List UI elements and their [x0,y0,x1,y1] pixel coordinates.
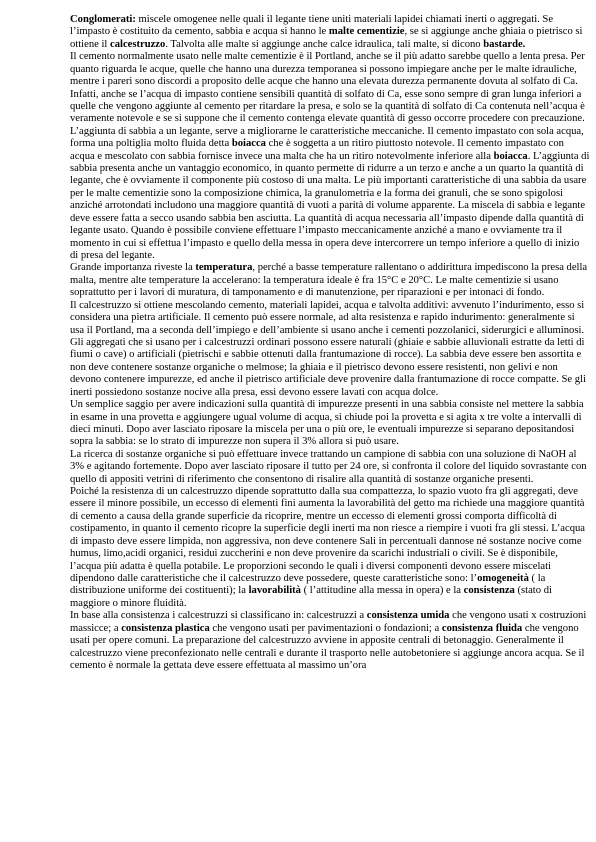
text-run: Grande importanza riveste la [70,262,196,274]
paragraph-8 [70,486,590,610]
term-omogeneita: omogeneità [477,572,529,584]
text-run: (stato di maggiore o minore fluidità. [70,585,552,609]
text-run: Poiché la resistenza di un calcestruzzo dipende soprattutto dalla sua compattezza, lo spazio vuoto fra gli aggregati, deve essere il minore possibile, un eccesso di elementi fini aumenta la lavorabilità del getto ma richiede una maggiore quantità di cemento a causa della grande superficie da ricoprire, mentre un eccesso di elementi grossi comporta difficoltà di costipamento, in quanto il cemento ricopre la superficie degli inerti ma non riesce a riempire i vuoti fra gli stessi. L’acqua di impasto deve essere limpida, non aggressiva, non deve contenere Sali in percentuali dannose né sostanze nocive come humus, limo,acidi organici, residui zuccherini e non deve provenire da scarichi industriali o civili. Se è disponibile, l’acqua più adatta è quella potabile. Le proporzioni secondo le quali i diversi componenti devono essere miscelati dipendono dalle caratteristiche che il calcestruzzo deve possedere, queste caratteristiche sono: l’ [70,486,586,584]
text-run: L’aggiunta di sabbia a un legante, serve a migliorarne le caratteristiche meccaniche. Il cemento impastato con sola acqua, forma una poltiglia molto fluida detta [70,125,584,150]
text-run: Il calcestruzzo si ottiene mescolando cemento, materiali lapidei, acqua e talvolta additivi: avvenuto l’indurimento, esso si considera una pietra artificiale. Il cemento può essere normale, ad alta resistenza e rapido indurimento: generalmente si usa il Portland, ma a seconda dell’impiego e dell’ambiente si usano anche i cementi pozzolanici, siderurgici e alluminosi. Gli aggregati che si usano per i calcestruzzi ordinari possono essere naturali (ghiaie e sabbie alluvionali estratte da letti di fiumi o cave) o artificiali (pietrischi e sabbie ottenuti dalla frantumazione di rocce). La sabbia deve essere ben assortita e non deve contenere sostanze organiche o melmose; la ghiaia e il pietrisco devono essere resistenti, non gelivi e non devono contenere impurezze, ed anche il pietrisco artificiale deve provenire dalla frantumazione di rocce compatte. Se gli inerti possiedono sostanze nocive alla presa, essi devono essere lavati con acqua dolce. [70,299,586,398]
paragraph-7 [70,449,590,486]
term-consistenza-umida: consistenza umida [366,610,450,622]
text-run: , perché a basse temperature rallentano o addirittura impediscono la presa della malta, mentre alte temperature la accelerano: la temperatura ideale è fra 15°C e 20°C. Le malte cementizie si usano soprattutto per i lavori di muratura, di tamponamento e di manutenzione, per riparazioni e per intonaci di fondo. [70,262,588,299]
text-run: La ricerca di sostanze organiche si può effettuare invece trattando un campione di sabbia con una soluzione di NaOH al 3% e agitando fortemente. Dopo aver lasciato riposare il tutto per 24 ore, si confronta il colore del liquido sovrastante con quello di appositi vetrini di riferimento che consentono di risalire alla quantità di sostanze organiche presenti. [70,448,587,485]
text-run: In base alla consistenza i calcestruzzi si classificano in: calcestruzzi a [70,610,367,622]
term-malte-cementizie: malte cementizie [328,26,405,38]
term-consistenza: consistenza [463,585,515,597]
paragraph-3 [70,126,590,263]
text-run: che è soggetta a un ritiro piuttosto notevole. Il cemento impastato con acqua e mescolato con sabbia fornisce invece una malta che ha un ritiro notevolmente inferiore alla [70,138,564,162]
term-bastarde: bastarde. [483,38,526,50]
text-run: ( l’attitudine alla messa in opera) e la [300,585,464,597]
text-run: che vengono usati per pavimentazioni o fondazioni; a [209,622,442,634]
term-conglomerati: Conglomerati: [70,14,136,25]
text-run: miscele omogenee nelle quali il legante tiene uniti materiali lapidei chiamati inerti o aggregati. Se l’impasto è costituito da cemento, sabbia e acqua si hanno le [70,14,554,38]
paragraph-5 [70,300,590,399]
text-run: ( la distribuzione uniforme dei costituenti); la [70,572,546,597]
paragraph-4 [70,262,590,299]
paragraph-9 [70,610,590,672]
text-run: , se si aggiunge anche ghiaia o pietrisco si ottiene il [70,26,583,50]
term-boiacca: boiacca [231,138,266,150]
text-run: Un semplice saggio per avere indicazioni sulla quantità di impurezze presenti in una sabbia consiste nel mettere la sabbia in esame in una provetta e aggiungere ugual volume di acqua, si chiude poi la provetta e si agita x tre volte a intervalli di dieci minuti. Dopo aver lasciato riposare la miscela per una o più ore, le eventuali impurezze si separano depositandosi sopra la sabbia: se lo strato di impurezze non supera il 3% allora si può usare. [70,399,584,448]
paragraph-6 [70,399,590,449]
paragraph-1 [70,14,590,51]
text-run: . L’aggiunta di sabbia presenta anche un vantaggio economico, in quanto permette di ridurre a un terzo e anche a un quarto la quantità di legante, che è ovviamente il componente più costoso di una malta. Le più importanti caratteristiche di una sabbia da usare per le malte cementizie sono la composizione chimica, la granulometria e la forma dei granuli, che se sono spigolosi anziché arrotondati includono una maggiore quantità di vuoti a parità di volume apparente. La miscela di sabbia e legante deve essere fatta a secco usando sabbia ben asciutta. La quantità di acqua necessaria all’impasto dipende dalla quantità di legante usato. Quando è possibile conviene effettuare l’impasto meccanicamente anziché a mano e ovviamente tra il momento in cui si effettua l’impasto e quello della messa in opera deve intercorrere un tempo inferiore a quello di inizio di presa del legante. [70,150,590,262]
text-run: . Talvolta alle malte si aggiunge anche calce idraulica, tali malte, si dicono [165,38,484,50]
text-run: che vengono usati x costruzioni massicce; a [70,610,587,634]
term-calcestruzzo: calcestruzzo [110,38,166,50]
term-lavorabilita: lavorabilità [248,585,301,597]
text-run: Il cemento normalmente usato nelle malte cementizie è il Portland, anche se il più adatto sarebbe quello a lenta presa. Per quanto riguarda le acque, quelle che hanno una durezza temporanea si possono impiegare anche per le malte idrauliche, mentre i pareri sono discordi a proposito delle acque che hanno una elevata durezza permanente dovuta al solfato di Ca. Infatti, anche se l’acqua di impasto contiene sensibili quantità di solfato di Ca, esse sono sempre di gran lunga inferiori a quelle che vengono aggiunte al cemento per ritardare la presa, e solo se la quantità di solfato di Ca contenuta nell’acqua è veramente notevole e se si suppone che il cemento contenga elevate quantità di gesso occorre procedere con precauzione. [70,51,585,125]
term-boiacca: boiacca [493,150,528,162]
paragraph-2 [70,51,590,126]
term-consistenza-plastica: consistenza plastica [121,622,210,634]
text-run: che vengono usati per opere comuni. La preparazione del calcestruzzo avviene in apposite centrali di betonaggio. Generalmente il calcestruzzo viene preconfezionato nelle centrali e durante il trasporto nelle autobetoniere si aggiunge ancora acqua. Se il cemento è normale la gettata deve essere effettuata al massimo un’ora [70,622,585,671]
term-temperatura: temperatura [195,262,253,274]
term-consistenza-fluida: consistenza fluida [441,622,523,634]
